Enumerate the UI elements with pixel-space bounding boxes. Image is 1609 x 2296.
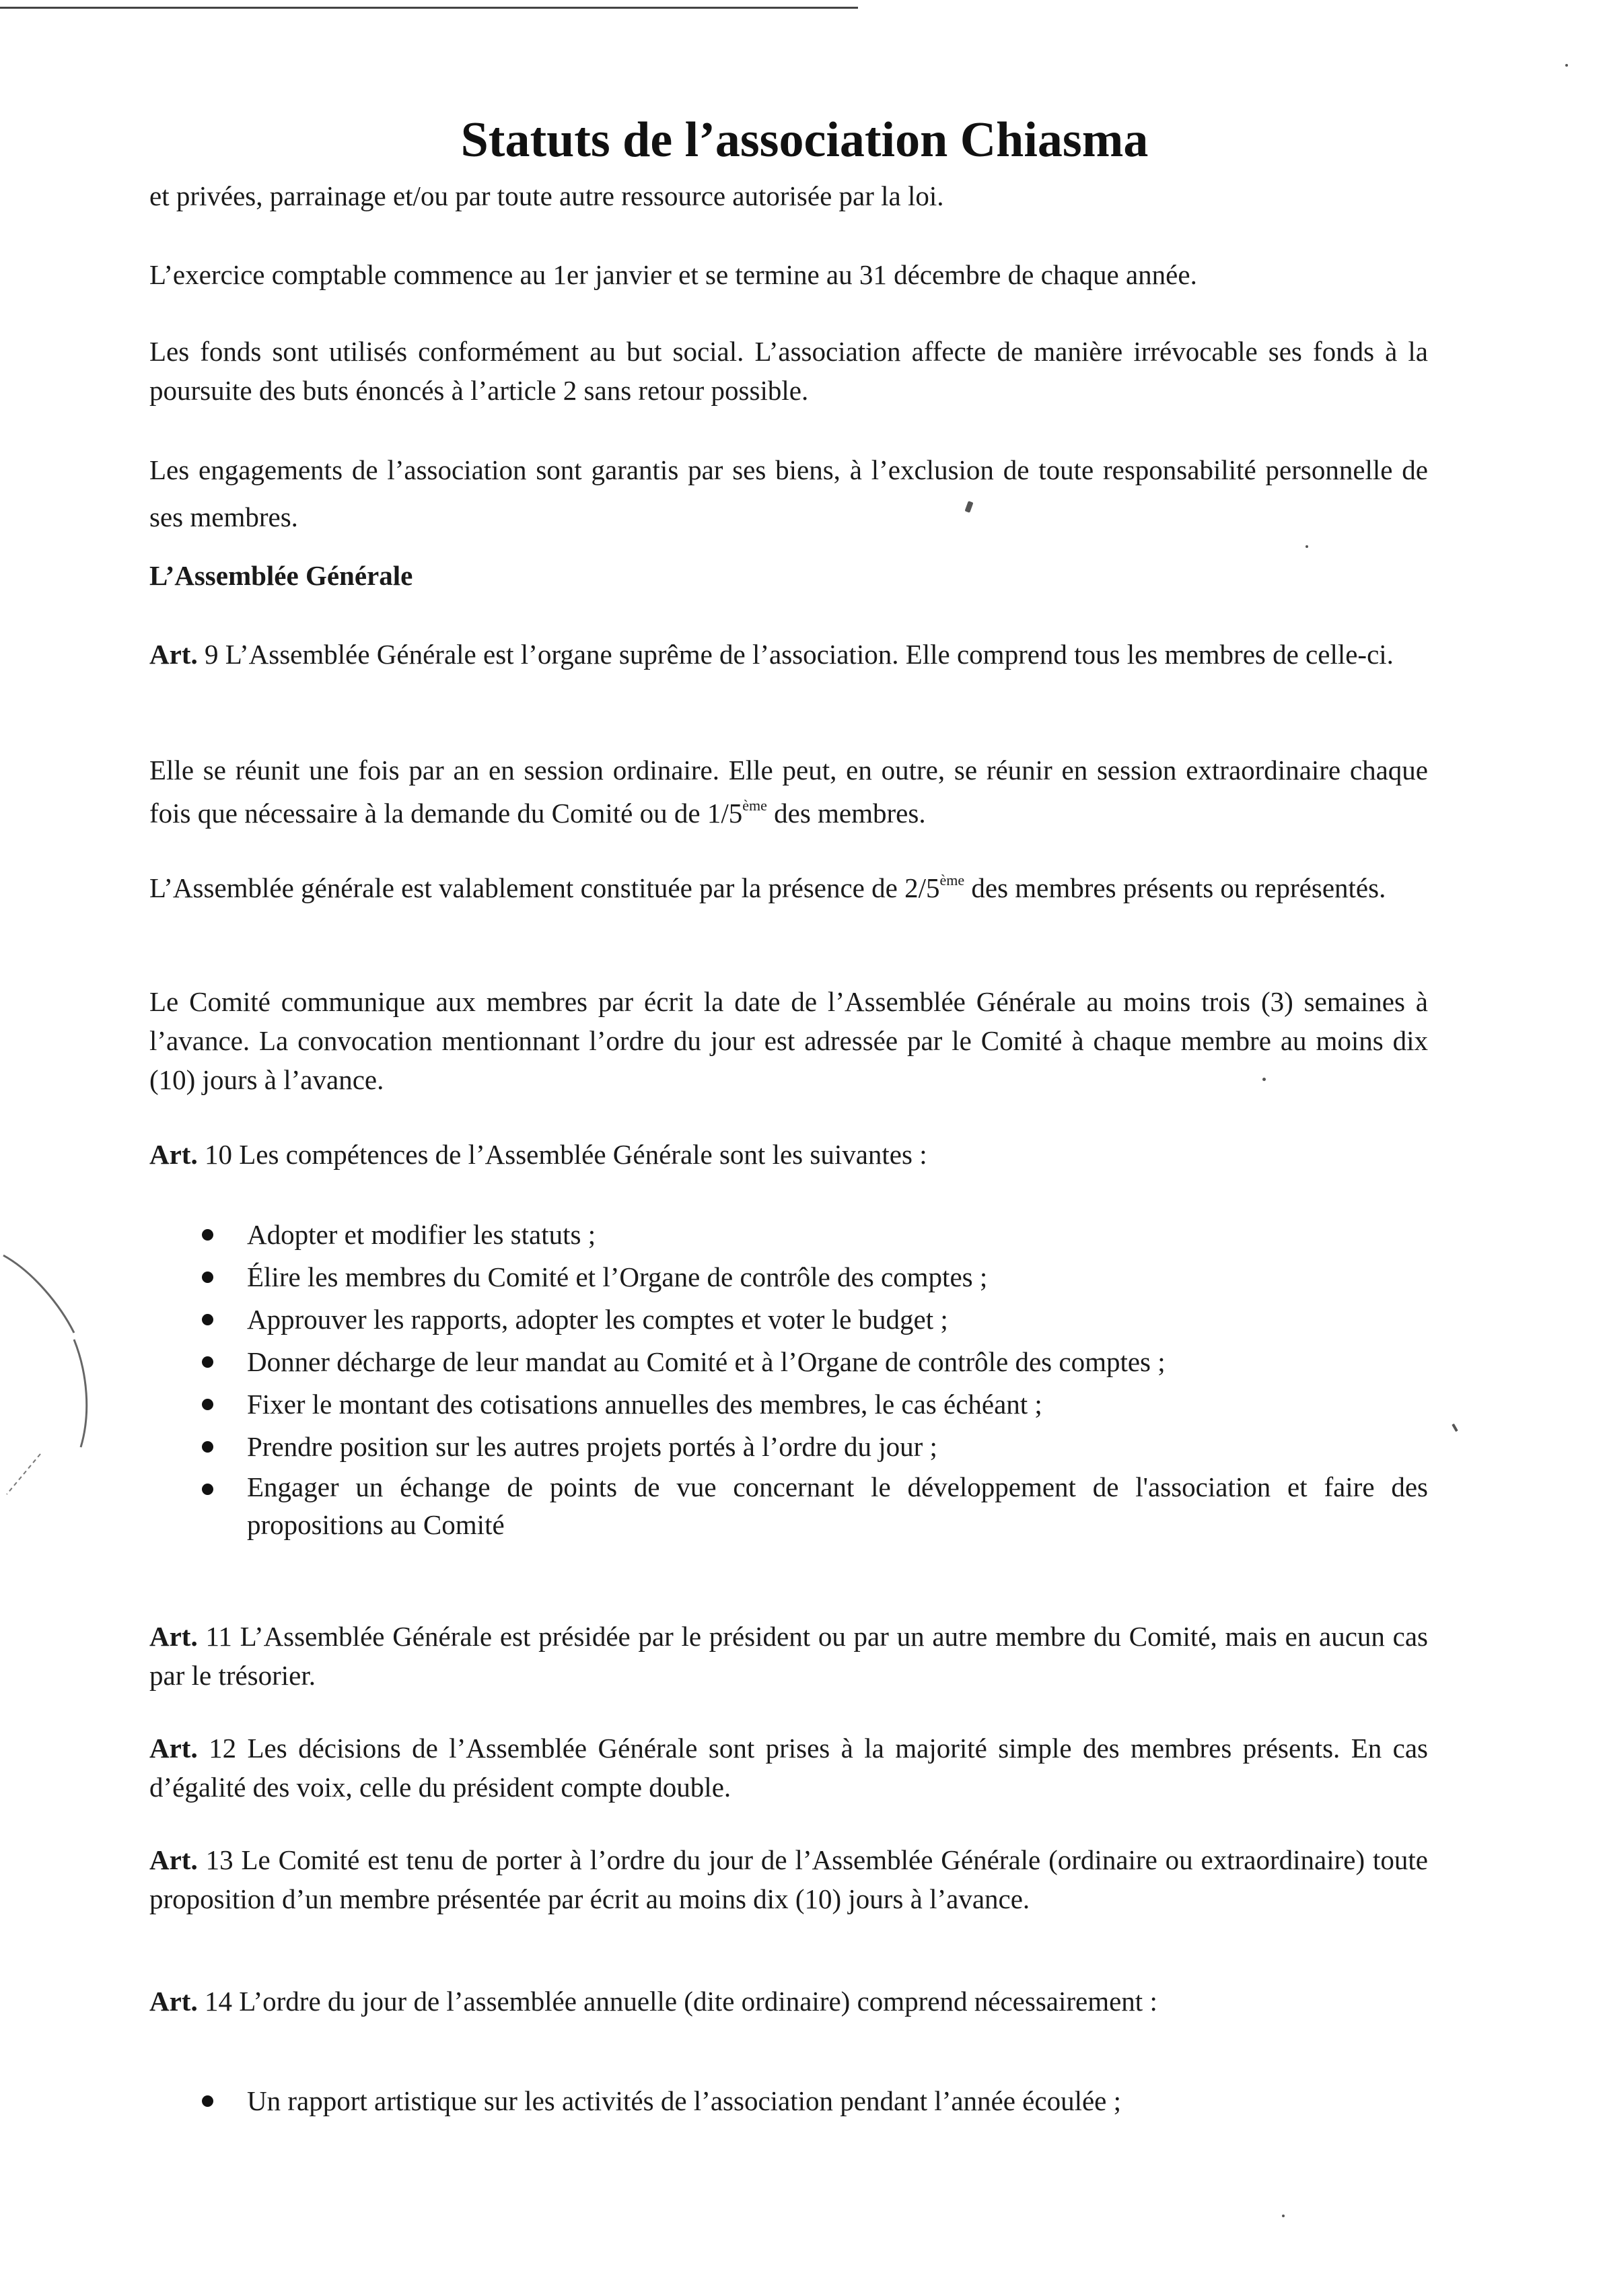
list-item-text: Un rapport artistique sur les activités de l’association pendant l’année écoulée ; [247,2085,1122,2116]
article-label: Art. [149,1139,198,1170]
article-text: 11 L’Assemblée Générale est présidée par le président ou par un autre membre du Comité, mais en aucun cas par le trésorier. [149,1621,1428,1691]
scan-margin-marks [0,1245,108,1501]
top-rule [0,7,858,9]
page-title: Statuts de l’association Chiasma [460,112,1149,168]
paragraph-communique: Le Comité communique aux membres par écrit la date de l’Assemblée Générale au moins trois (3) semaines à l’avance. La convocation mentionnant l’ordre du jour est adressée par le Comité à chaque membre au moins dix (10) jours à l’avance. [149,986,1428,1095]
list-item-text: Prendre position sur les autres projets portés à l’ordre du jour ; [247,1431,937,1462]
list-item [149,1341,1428,1383]
article-13 [149,1840,1428,1918]
bullet-icon [202,1272,213,1283]
bullet-icon [202,1356,213,1368]
bullet-icon [202,1399,213,1410]
article-label: Art. [149,639,198,670]
list-item-text: Adopter et modifier les statuts ; [247,1219,596,1250]
paragraph-fonds: Les fonds sont utilisés conformément au but social. L’association affecte de manière irrévocable ses fonds à la poursuite des buts énoncés à l’article 2 sans retour possible. [149,336,1428,406]
paragraph-exercice: L’exercice comptable commence au 1er janvier et se termine au 31 décembre de chaque année. [149,259,1197,290]
ordre-du-jour-list [149,2080,1428,2122]
list-item [149,1256,1428,1298]
list-item-text: Approuver les rapports, adopter les comptes et voter le budget ; [247,1304,948,1335]
list-item [149,1468,1428,1543]
list-item [149,1383,1428,1426]
article-14 [149,1982,1428,2021]
bullet-icon [202,1484,213,1495]
bullet-icon [202,1314,213,1325]
list-item [149,1426,1428,1468]
list-item-text: Élire les membres du Comité et l’Organe de contrôle des comptes ; [247,1261,988,1292]
article-text: 12 Les décisions de l’Assemblée Générale sont prises à la majorité simple des membres présents. En cas d’égalité des voix, celle du président compte double. [149,1733,1428,1803]
superscript: ème [939,872,965,889]
article-11 [149,1617,1428,1695]
scan-speck [1282,2215,1285,2217]
session-text-end: des membres. [766,798,926,829]
constituee-text-end: des membres présents ou représentés. [964,872,1386,903]
article-text: 9 L’Assemblée Générale est l’organe suprême de l’association. Elle comprend tous les membres de celle-ci. [197,639,1394,670]
article-10 [149,1135,1428,1174]
section-heading-assemblee: L’Assemblée Générale [149,560,413,591]
bullet-icon [202,2095,213,2107]
bullet-icon [202,1441,213,1453]
article-text: 10 Les compétences de l’Assemblée Générale sont les suivantes : [197,1139,927,1170]
paragraph-engagements: Les engagements de l’association sont garantis par ses biens, à l’exclusion de toute responsabilité personnelle de ses membres. [149,454,1428,532]
paragraph-constituee [149,868,1428,907]
bullet-icon [202,1229,213,1241]
article-label: Art. [149,1733,198,1764]
competences-list [149,1214,1428,1543]
scan-speck [1306,545,1308,548]
article-label: Art. [149,1844,198,1875]
article-12 [149,1729,1428,1807]
list-item-text: Fixer le montant des cotisations annuelles des membres, le cas échéant ; [247,1389,1042,1420]
article-text: 13 Le Comité est tenu de porter à l’ordre du jour de l’Assemblée Générale (ordinaire ou extraordinaire) toute proposition d’un membre présentée par écrit au moins dix (10) jours à l’avance. [149,1844,1428,1914]
list-item-text: Donner décharge de leur mandat au Comité et à l’Organe de contrôle des comptes ; [247,1346,1166,1377]
superscript: ème [742,797,767,814]
constituee-text: L’Assemblée générale est valablement constituée par la présence de 2/5 [149,872,940,903]
session-text: Elle se réunit une fois par an en session ordinaire. Elle peut, en outre, se réunir en session extraordinaire chaque fois que nécessaire à la demande du Comité ou de 1/5 [149,755,1428,829]
article-text: 14 L’ordre du jour de l’assemblée annuelle (dite ordinaire) comprend nécessairement : [197,1986,1157,2017]
article-9 [149,635,1428,674]
list-item [149,2080,1428,2122]
list-item [149,1214,1428,1256]
scan-speck [1452,1424,1458,1432]
scan-speck [1565,64,1568,67]
list-item [149,1298,1428,1341]
list-item-text: Engager un échange de points de vue concernant le développement de l'association et faire des propositions au Comité [247,1471,1428,1540]
paragraph-resources: et privées, parrainage et/ou par toute autre ressource autorisée par la loi. [149,180,944,211]
paragraph-session [149,749,1428,835]
scan-speck [1262,1078,1266,1081]
article-label: Art. [149,1621,198,1652]
article-label: Art. [149,1986,198,2017]
